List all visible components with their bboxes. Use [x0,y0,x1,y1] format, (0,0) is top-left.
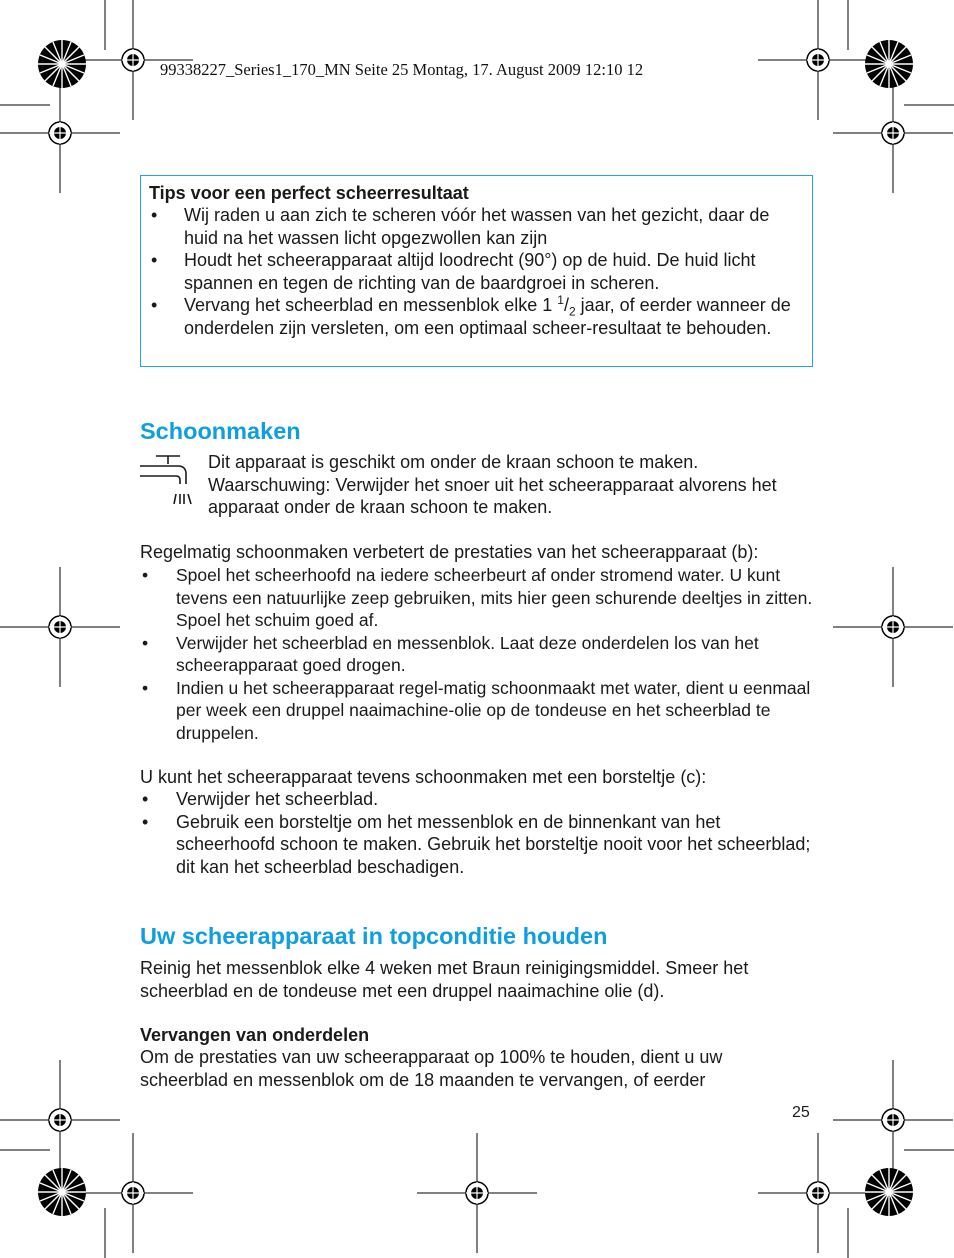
list-item-text: Verwijder het scheerblad en messenblok. Laat deze onderdelen los van het scheerapparaat goed drogen. [176,632,759,675]
bullet: • [142,789,149,809]
bullet: • [151,250,158,270]
list-item-text: Indien u het scheerapparaat regel-matig schoonmaakt met water, dient u eenmaal per week een druppel naaimachine-olie op de tondeuse en het scheerblad te druppelen. [176,677,811,743]
cleaning-intro-2: U kunt het scheerapparaat tevens schoonmaken met een borsteltje (c): [140,767,707,787]
list-item [149,294,804,339]
cleaning-intro-1: Regelmatig schoonmaken verbetert de prestaties van het scheerapparaat (b): [140,542,759,562]
bullet: • [151,295,158,315]
fraction-slash: / [563,295,569,315]
list-item-text: Houdt het scheerapparaat altijd loodrecht (90°) op de huid. De huid licht spannen en tegen de richting van de baardgroei in scheren. [184,250,756,293]
fraction-denominator: 2 [568,304,576,319]
section-heading-cleaning: Schoonmaken [140,418,301,444]
list-item-text: Verwijder het scheerblad. [176,789,379,809]
bullet: • [151,205,158,225]
list-item-text-pre: Vervang het scheerblad en messenblok elke 1 [184,295,558,315]
bullet: • [142,632,149,653]
tips-list [149,204,804,339]
list-item-text-post: jaar, of eerder wanneer de onderdelen zijn versleten, om een optimaal scheer-resultaat te behouden. [184,295,791,338]
cleaning-list-2 [140,788,815,878]
topcondition-paragraph: Reinig het messenblok elke 4 weken met Braun reinigingsmiddel. Smeer het scheerblad en de tondeuse met een druppel naaimachine olie (d). [140,958,749,1001]
replacement-subheading: Vervangen van onderdelen [140,1025,370,1045]
list-item [140,677,815,745]
fraction-numerator: 1 [557,293,564,307]
cleaning-list-1 [140,564,815,744]
tap-note: Dit apparaat is geschikt om onder de kraan schoon te maken. Waarschuwing: Verwijder het snoer uit het scheerapparaat alvorens het apparaat onder de kraan schoon te maken. [208,452,777,517]
list-item [140,632,815,677]
slug-line: 99338227_Series1_170_MN Seite 25 Montag, 17. August 2009 12:10 12 [160,60,644,79]
list-item-text: Gebruik een borsteltje om het messenblok en de binnenkant van het scheerhoofd schoon te maken. Gebruik het borsteltje nooit voor het scheerblad; dit kan het scheerblad beschadigen. [176,811,811,877]
tips-box [140,175,813,367]
list-item-text: Spoel het scheerhoofd na iedere scheerbeurt af onder stromend water. U kunt tevens een natuurlijke zeep gebruiken, mits hier geen schurende deeltjes in zitten. Spoel het schuim goed af. [176,565,813,630]
tips-title: Tips voor een perfect scheerresultaat [149,183,469,203]
section-heading-topcondition: Uw scheerapparaat in topconditie houden [140,923,608,949]
bullet: • [142,565,149,585]
bullet: • [142,811,149,832]
list-item [140,811,815,879]
list-item [149,204,804,249]
bullet: • [142,677,149,698]
tap-water-icon [140,454,196,508]
list-item [140,564,815,632]
list-item [140,788,815,811]
list-item-text: Wij raden u aan zich te scheren vóór het wassen van het gezicht, daar de huid na het wassen licht opgezwollen kan zijn [184,205,770,248]
replacement-paragraph: Om de prestaties van uw scheerapparaat op 100% te houden, dient u uw scheerblad en messenblok om de 18 maanden te vervangen, of eerder [140,1047,723,1090]
page-number: 25 [792,1104,810,1121]
list-item [149,249,804,294]
